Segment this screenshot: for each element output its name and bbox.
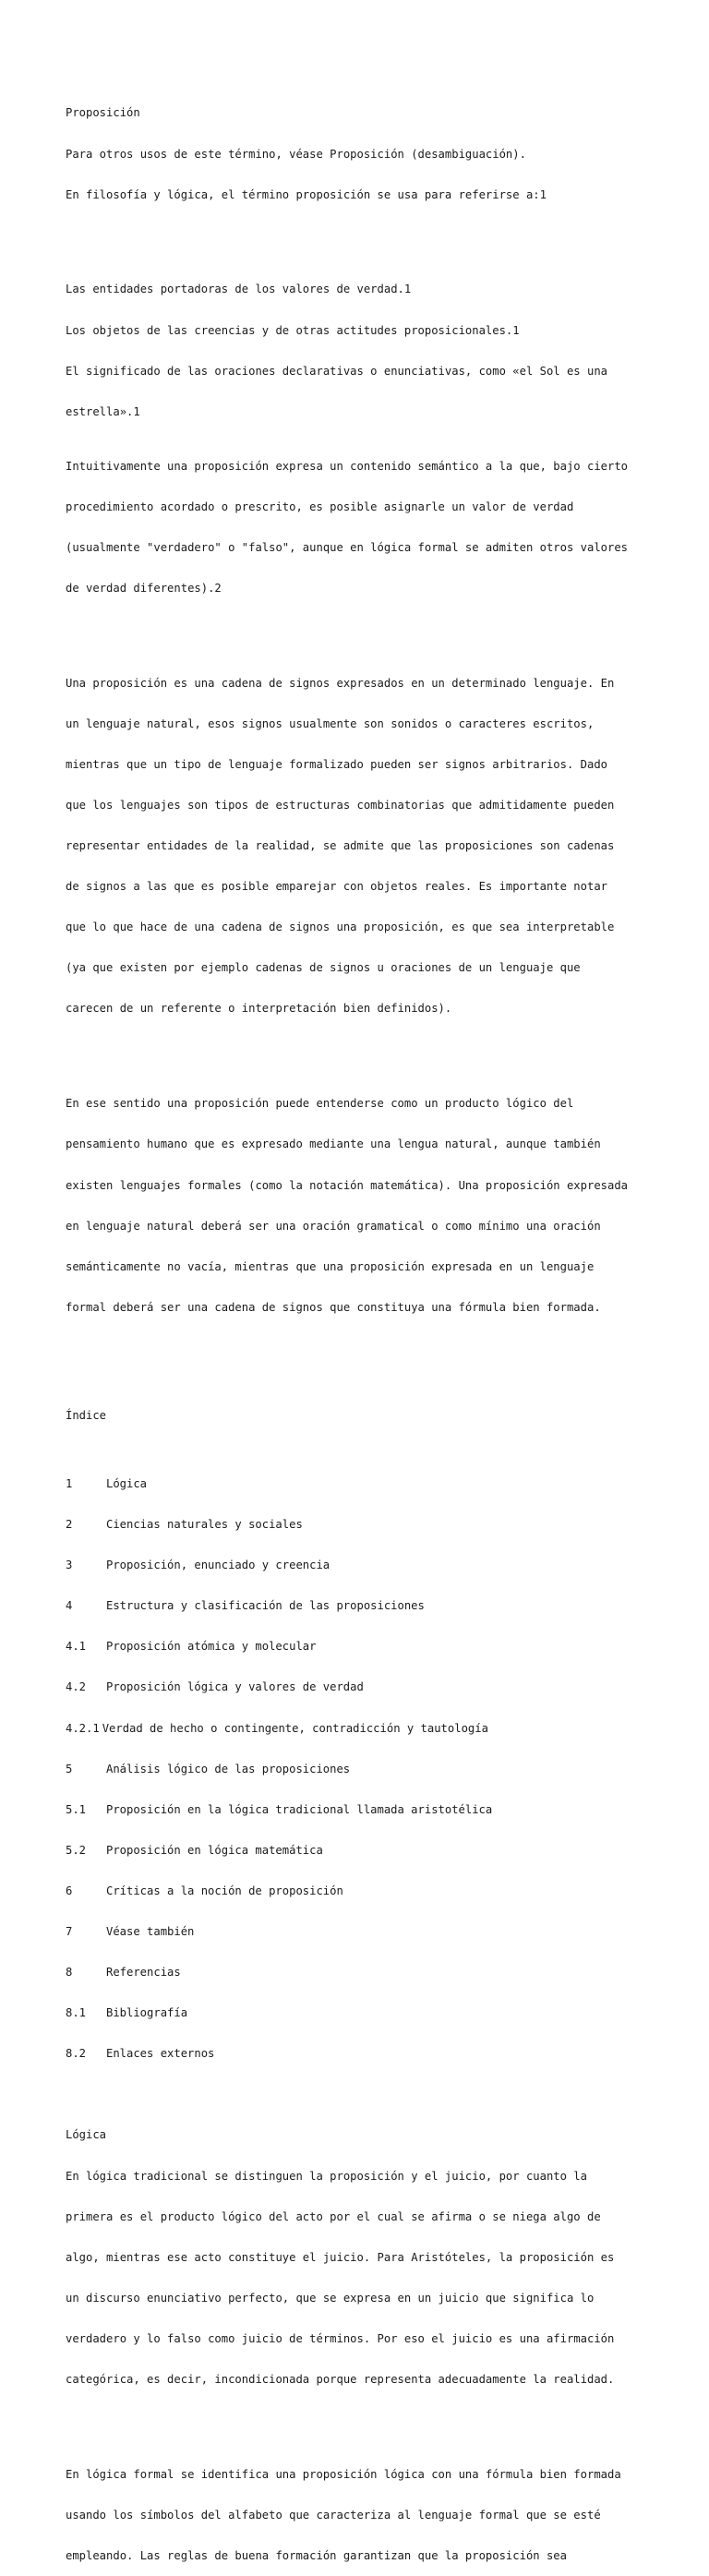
toc-label: Véase también xyxy=(106,1924,195,1938)
toc-item[interactable] xyxy=(66,1803,656,1817)
paragraph-line: usando los símbolos del alfabeto que caracteriza al lenguaje formal que se esté xyxy=(66,2509,601,2522)
toc-label: Proposición atómica y molecular xyxy=(106,1640,317,1654)
toc-number: 7 xyxy=(66,1924,73,1938)
list-item: estrella».1 xyxy=(66,404,140,418)
paragraph-line: en lenguaje natural deberá ser una oración gramatical o como mínimo una oración xyxy=(66,1219,601,1233)
toc-item[interactable] xyxy=(66,1722,656,1736)
toc-item[interactable] xyxy=(66,1966,656,1980)
toc-item[interactable] xyxy=(66,2006,656,2020)
toc-item[interactable] xyxy=(66,1518,656,1532)
paragraph-line: procedimiento acordado o prescrito, es posible asignarle un valor de verdad xyxy=(66,500,574,513)
section-heading: Lógica xyxy=(66,2128,107,2142)
paragraph-line: primera es el producto lógico del acto por el cual se afirma o se niega algo de xyxy=(66,2209,601,2223)
toc-number: 4.1 xyxy=(66,1640,87,1654)
toc-item[interactable] xyxy=(66,1763,656,1776)
paragraph-line: semánticamente no vacía, mientras que una proposición expresada en un lenguaje xyxy=(66,1259,595,1273)
paragraph-line: (ya que existen por ejemplo cadenas de signos u oraciones de un lenguaje que xyxy=(66,961,581,975)
paragraph-line: un discurso enunciativo perfecto, que se expresa en un juicio que significa lo xyxy=(66,2291,595,2305)
paragraph-line: formal deberá ser una cadena de signos que constituya una fórmula bien formada. xyxy=(66,1300,601,1314)
toc-number: 3 xyxy=(66,1559,73,1572)
toc-label: Estructura y clasificación de las proposiciones xyxy=(106,1599,425,1613)
document-body xyxy=(66,79,656,2576)
toc-label: Ciencias naturales y sociales xyxy=(106,1518,303,1532)
paragraph-line: representar entidades de la realidad, se admite que las proposiciones son cadenas xyxy=(66,839,615,853)
toc-number: 1 xyxy=(66,1476,73,1490)
paragraph-line: Una proposición es una cadena de signos expresados en un determinado lenguaje. En xyxy=(66,676,615,690)
toc-number: 8.1 xyxy=(66,2006,87,2020)
paragraph-line: que los lenguajes son tipos de estructuras combinatorias que admitidamente pueden xyxy=(66,799,615,813)
toc-label: Críticas a la noción de proposición xyxy=(106,1884,343,1897)
paragraph-line: En lógica formal se identifica una proposición lógica con una fórmula bien formada xyxy=(66,2467,621,2481)
paragraph-line: de verdad diferentes).2 xyxy=(66,581,222,595)
toc-label: Lógica xyxy=(106,1476,148,1490)
paragraph-line: un lenguaje natural, esos signos usualmente son sonidos o caracteres escritos, xyxy=(66,716,595,730)
toc-item[interactable] xyxy=(66,1599,656,1613)
disambiguation-note: Para otros usos de este término, véase Proposición (desambiguación). xyxy=(66,147,526,161)
toc-item[interactable] xyxy=(66,1884,656,1898)
toc-number: 4.2 xyxy=(66,1680,87,1694)
toc-item[interactable] xyxy=(66,1477,656,1491)
toc-label: Proposición, enunciado y creencia xyxy=(106,1559,330,1572)
toc-number: 8 xyxy=(66,1966,73,1980)
page-title: Proposición xyxy=(66,106,140,120)
toc-number: 8.2 xyxy=(66,2047,87,2061)
list-item: El significado de las oraciones declarativas o enunciativas, como «el Sol es una xyxy=(66,364,607,378)
toc-label: Proposición en lógica matemática xyxy=(106,1843,323,1857)
paragraph-line: algo, mientras ese acto constituye el juicio. Para Aristóteles, la proposición es xyxy=(66,2250,615,2264)
paragraph-line: pensamiento humano que es expresado mediante una lengua natural, aunque también xyxy=(66,1138,601,1151)
toc-label: Proposición en la lógica tradicional llamada aristotélica xyxy=(106,1802,493,1816)
toc-number: 6 xyxy=(66,1884,73,1897)
toc-label: Bibliografía xyxy=(106,2006,188,2020)
toc-number: 4.2.1 xyxy=(66,1721,100,1735)
toc-label: Análisis lógico de las proposiciones xyxy=(106,1762,351,1776)
paragraph-line: existen lenguajes formales (como la notación matemática). Una proposición expresada xyxy=(66,1178,629,1192)
paragraph-line: Intuitivamente una proposición expresa un contenido semántico a la que, bajo cierto xyxy=(66,459,629,473)
toc-number: 5 xyxy=(66,1762,73,1776)
toc-number: 4 xyxy=(66,1599,73,1613)
list-item: Los objetos de las creencias y de otras actitudes proposicionales.1 xyxy=(66,323,520,337)
intro-line: En filosofía y lógica, el término proposición se usa para referirse a:1 xyxy=(66,187,547,201)
toc-number: 2 xyxy=(66,1518,73,1532)
paragraph-line: de signos a las que es posible emparejar con objetos reales. Es importante notar xyxy=(66,880,607,894)
paragraph-line: verdadero y lo falso como juicio de términos. Por eso el juicio es una afirmación xyxy=(66,2331,615,2345)
table-of-contents xyxy=(66,1451,656,2088)
toc-label: Proposición lógica y valores de verdad xyxy=(106,1680,364,1694)
toc-item[interactable] xyxy=(66,1559,656,1572)
toc-number: 5.2 xyxy=(66,1843,87,1857)
paragraph-line: categórica, es decir, incondicionada porque representa adecuadamente la realidad. xyxy=(66,2373,615,2387)
toc-item[interactable] xyxy=(66,2047,656,2061)
toc-item[interactable] xyxy=(66,1844,656,1858)
paragraph-line: empleando. Las reglas de buena formación garantizan que la proposición sea xyxy=(66,2549,567,2563)
toc-item[interactable] xyxy=(66,1680,656,1694)
paragraph-line: carecen de un referente o interpretación bien definidos). xyxy=(66,1002,452,1016)
toc-number: 5.1 xyxy=(66,1802,87,1816)
toc-heading: Índice xyxy=(66,1409,107,1423)
paragraph-line: En ese sentido una proposición puede entenderse como un producto lógico del xyxy=(66,1097,574,1111)
toc-item[interactable] xyxy=(66,1925,656,1939)
paragraph-line: mientras que un tipo de lenguaje formalizado pueden ser signos arbitrarios. Dado xyxy=(66,757,607,771)
toc-label: Verdad de hecho o contingente, contradicción y tautología xyxy=(102,1721,488,1735)
toc-label: Referencias xyxy=(106,1966,181,1980)
paragraph-line: que lo que hace de una cadena de signos una proposición, es que sea interpretable xyxy=(66,921,615,934)
list-item: Las entidades portadoras de los valores de verdad.1 xyxy=(66,283,412,296)
paragraph-line: En lógica tradicional se distinguen la proposición y el juicio, por cuanto la xyxy=(66,2169,587,2183)
paragraph-line: (usualmente "verdadero" o "falso", aunque en lógica formal se admiten otros valores xyxy=(66,540,629,554)
toc-item[interactable] xyxy=(66,1640,656,1654)
toc-label: Enlaces externos xyxy=(106,2047,215,2061)
